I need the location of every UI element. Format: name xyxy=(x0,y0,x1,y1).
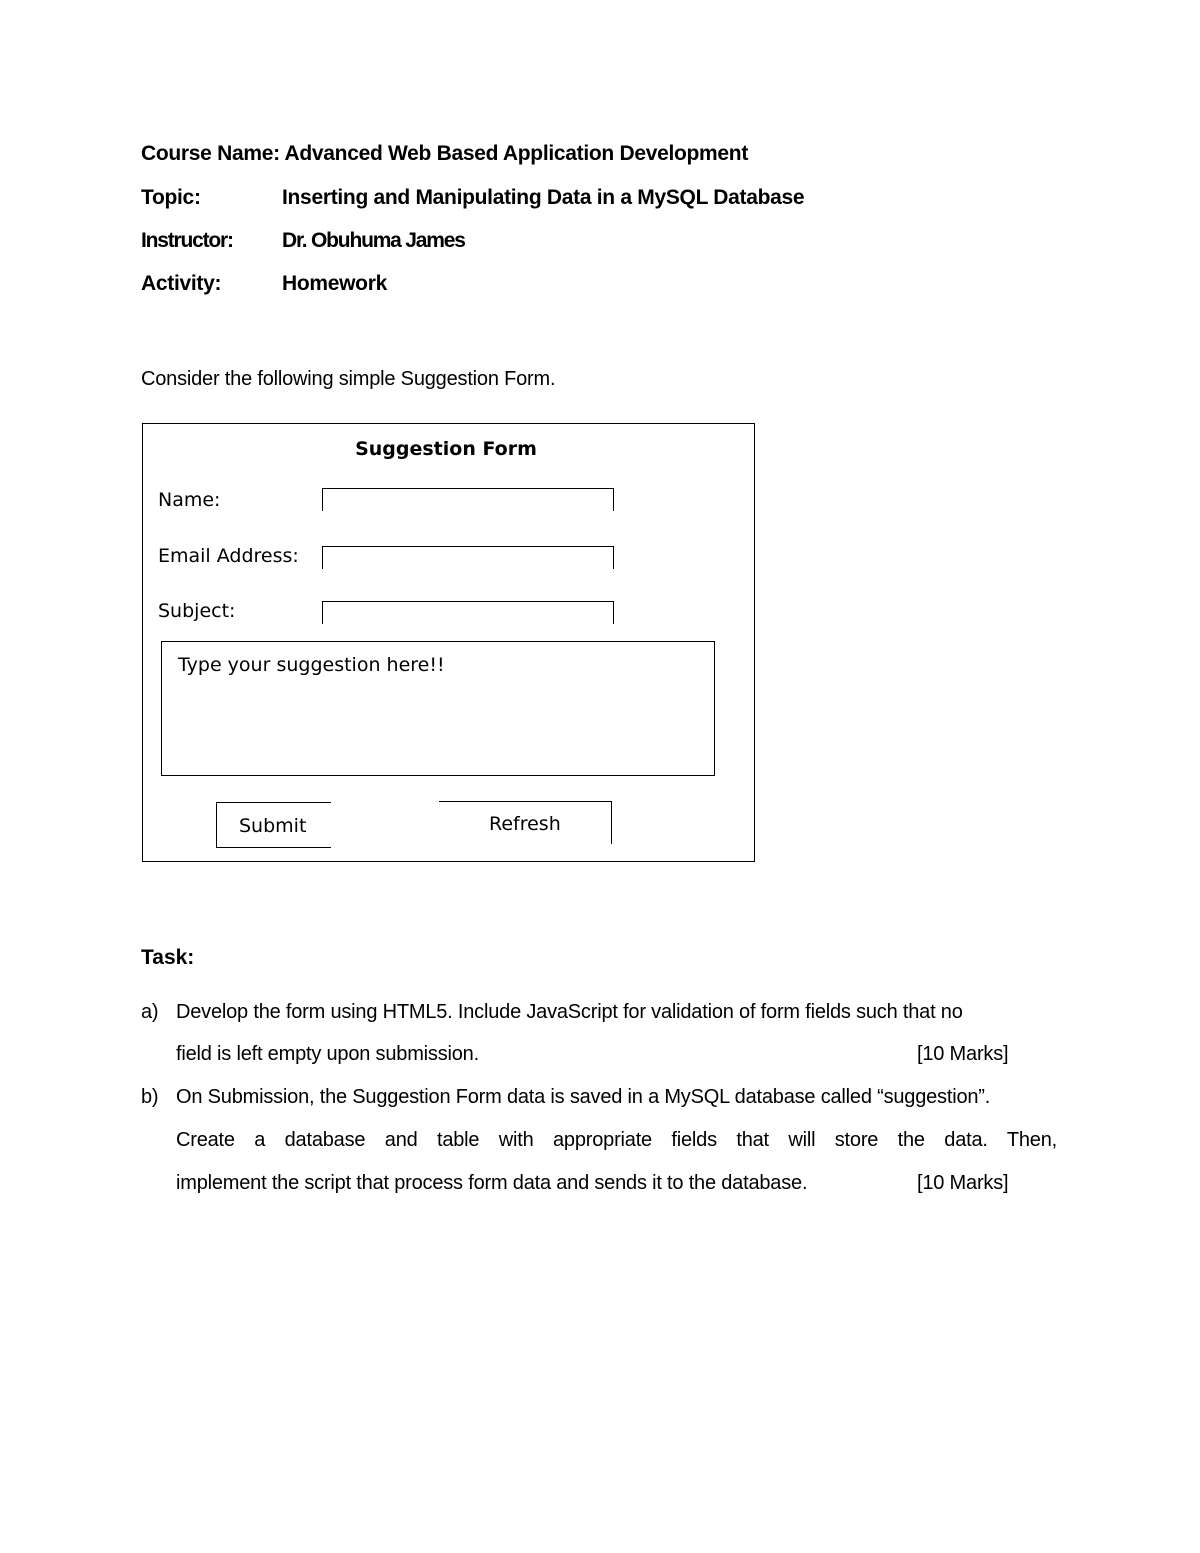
task-heading: Task: xyxy=(141,946,195,969)
submit-label: Submit xyxy=(239,815,307,837)
instructor-line xyxy=(141,229,841,253)
task-b-letter: b) xyxy=(141,1086,159,1108)
topic-label: Topic: xyxy=(141,186,201,209)
refresh-label: Refresh xyxy=(489,813,561,835)
instructor-label: Instructor: xyxy=(141,229,233,252)
course-name-line xyxy=(141,142,748,166)
course-name: Course Name: Advanced Web Based Application Development xyxy=(141,142,749,165)
task-b-line-2: Create a database and table with appropriate fields that will store the data. Then, xyxy=(176,1129,1057,1151)
task-a-letter: a) xyxy=(141,1001,159,1023)
task-a-marks: [10 Marks] xyxy=(917,1043,1009,1065)
form-title: Suggestion Form xyxy=(355,438,537,460)
name-input[interactable] xyxy=(322,488,614,511)
task-b-line-1: On Submission, the Suggestion Form data is saved in a MySQL database called “suggestion”. xyxy=(176,1086,991,1108)
instructor-value: Dr. Obuhuma James xyxy=(282,229,465,252)
name-label: Name: xyxy=(158,489,221,511)
task-b-line-3: implement the script that process form data and sends it to the database. xyxy=(176,1172,808,1194)
submit-button[interactable] xyxy=(216,802,331,848)
task-a-line-1: Develop the form using HTML5. Include JavaScript for validation of form fields such that no xyxy=(176,1001,963,1023)
subject-label: Subject: xyxy=(158,600,236,622)
activity-line xyxy=(141,272,841,296)
email-input[interactable] xyxy=(322,546,614,569)
task-b-marks: [10 Marks] xyxy=(917,1172,1009,1194)
topic-line xyxy=(141,186,841,210)
suggestion-placeholder: Type your suggestion here!! xyxy=(178,654,445,676)
subject-input[interactable] xyxy=(322,601,614,624)
intro-text: Consider the following simple Suggestion Form. xyxy=(141,368,556,390)
activity-value: Homework xyxy=(282,272,387,295)
refresh-button[interactable] xyxy=(439,801,612,844)
email-label: Email Address: xyxy=(158,545,299,567)
activity-label: Activity: xyxy=(141,272,222,295)
suggestion-textarea[interactable] xyxy=(161,641,715,776)
topic-value: Inserting and Manipulating Data in a MySQL Database xyxy=(282,186,805,209)
task-a-line-2: field is left empty upon submission. xyxy=(176,1043,479,1065)
suggestion-form-figure xyxy=(142,423,755,862)
